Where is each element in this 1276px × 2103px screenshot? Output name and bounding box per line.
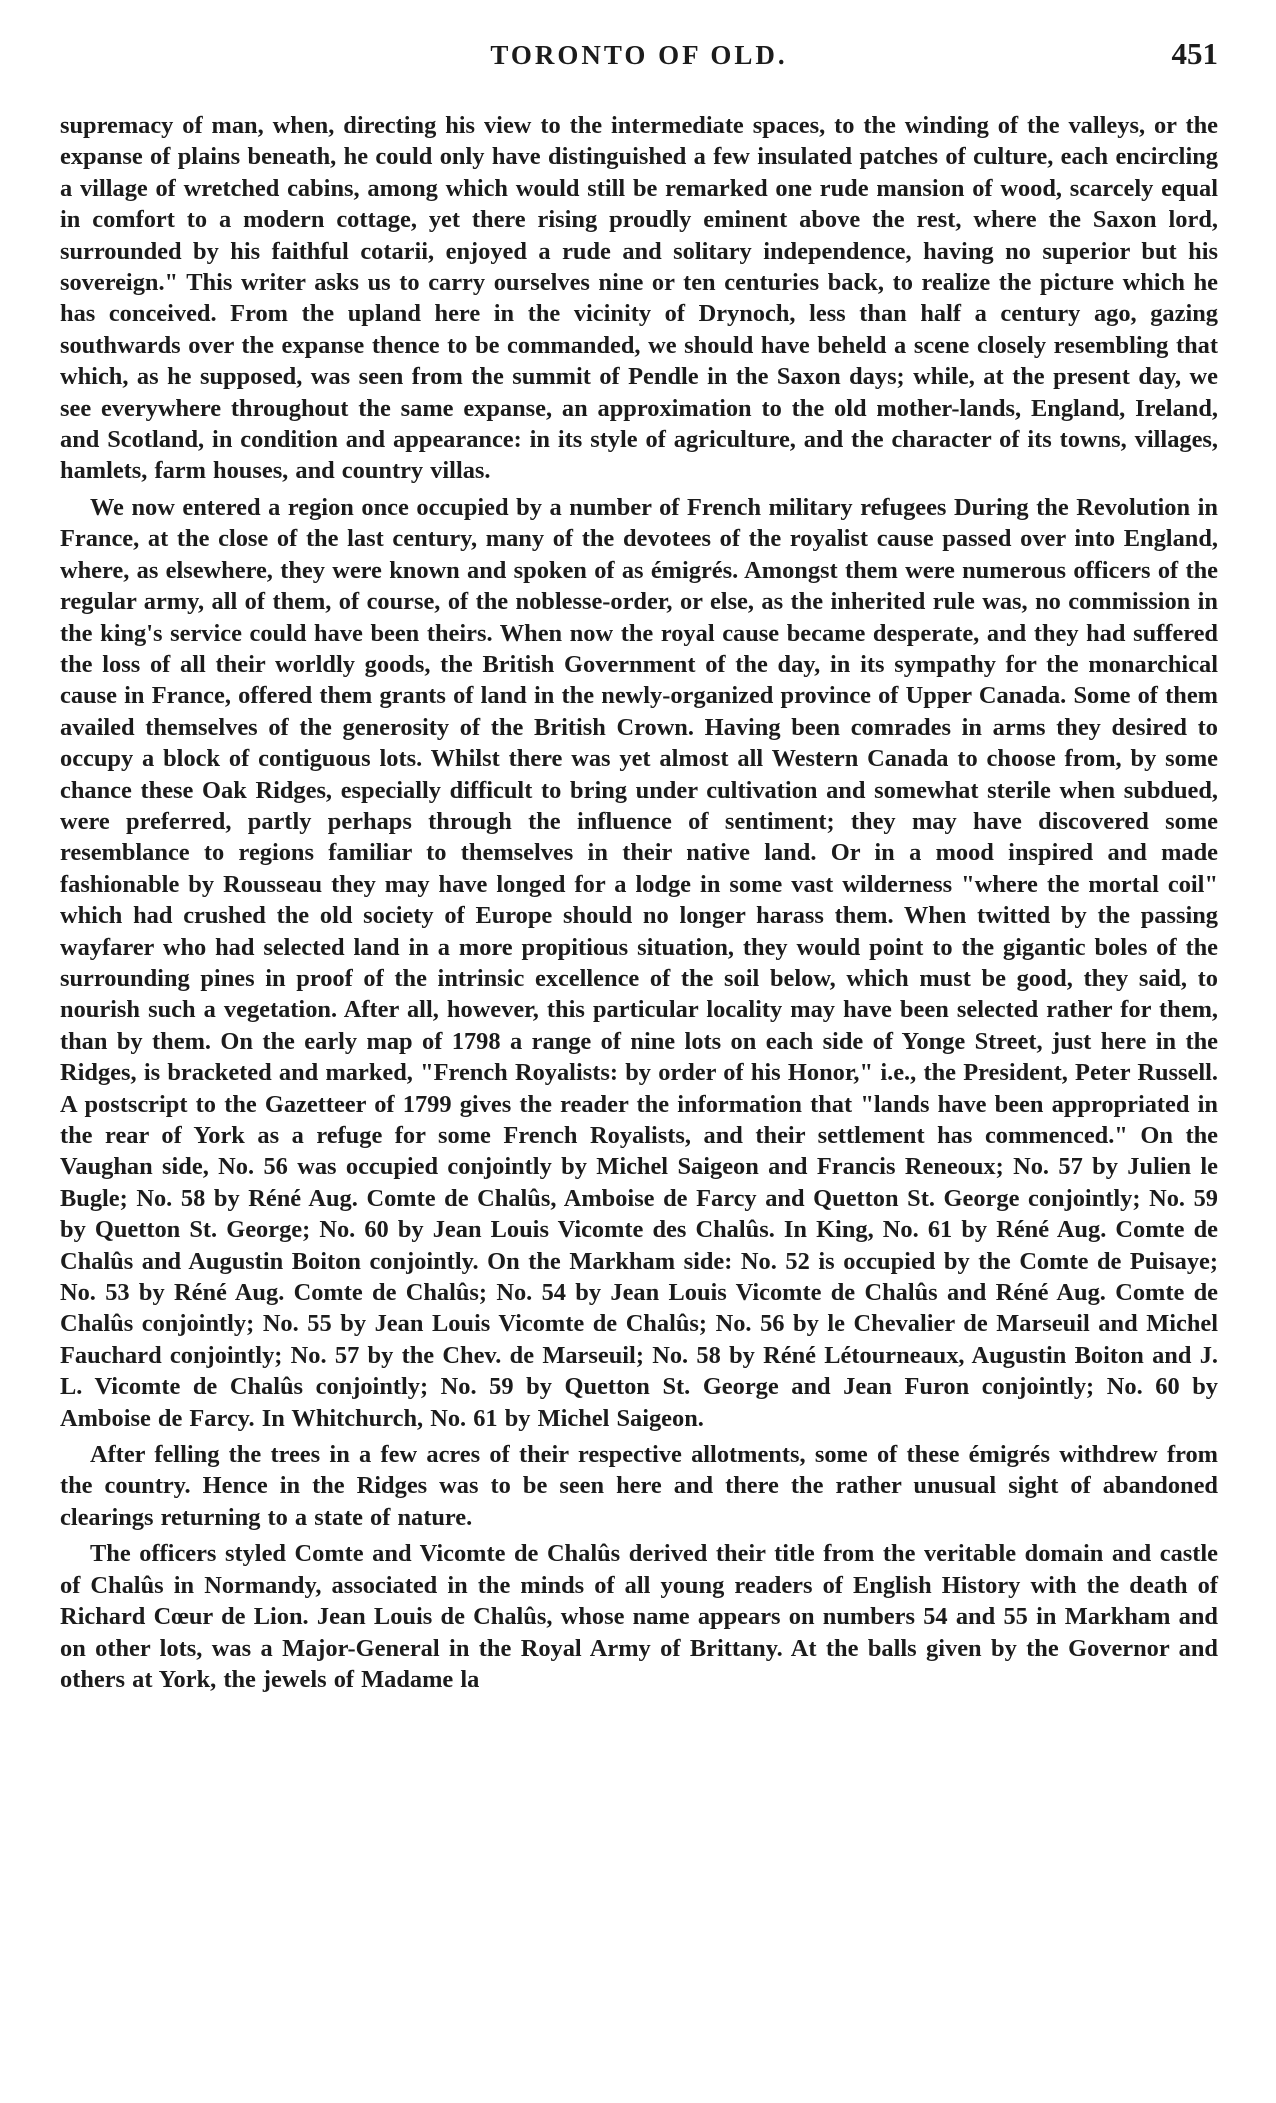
- paragraph-chalus: The officers styled Comte and Vicomte de Chalûs derived their title from the veritable domain and castle of Chalûs in Normandy, associated in the minds of all young readers of English History with the death of Richard Cœur de Lion. Jean Louis de Chalûs, whose name appears on numbers 54 and 55 in Markham and on other lots, was a Major-General in the Royal Army of Brittany. At the balls given by the Governor and others at York, the jewels of Madame la: [60, 1540, 1218, 1693]
- running-title: TORONTO OF OLD.: [490, 40, 788, 70]
- paragraph-continued: supremacy of man, when, directing his view to the intermediate spaces, to the winding of the valleys, or the expanse of plains beneath, he could only have distinguished a few insulated patches of culture, each encircling a village of wretched cabins, among which would still be remarked one rude mansion of wood, scarcely equal in comfort to a modern cottage, yet there rising proudly eminent above the rest, where the Saxon lord, surrounded by his faithful cotarii, enjoyed a rude and solitary independence, having no superior but his sovereign." This writer asks us to carry ourselves nine or ten centuries back, to realize the picture which he has conceived. From the upland here in the vicinity of Drynoch, less than half a century ago, gazing southwards over the expanse thence to be commanded, we should have beheld a scene closely resembling that which, as he supposed, was seen from the summit of Pendle in the Saxon days; while, at the present day, we see everywhere throughout the same expanse, an approximation to the old mother-lands, England, Ireland, and Scotland, in condition and appearance: in its style of agriculture, and the character of its towns, villages, hamlets, farm houses, and country villas.: [60, 112, 1218, 485]
- paragraph-abandoned-clearings: After felling the trees in a few acres of their respective allotments, some of these émigrés withdrew from the country. Hence in the Ridges was to be seen here and there the rather unusual sight of abandoned clearings returning to a state of nature.: [60, 1441, 1218, 1531]
- body-text: [60, 110, 1218, 1695]
- page-number: 451: [1171, 36, 1218, 71]
- paragraph-french-refugees: We now entered a region once occupied by a number of French military refugees During the Revolution in France, at the close of the last century, many of the devotees of the royalist cause passed over into England, where, as elsewhere, they were known and spoken of as émigrés. Amongst them were numerous officers of the regular army, all of them, of course, of the noblesse-order, or else, as the inherited rule was, no commission in the king's service could have been theirs. When now the royal cause became desperate, and they had suffered the loss of all their worldly goods, the British Government of the day, in its sympathy for the monarchical cause in France, offered them grants of land in the newly-organized province of Upper Canada. Some of them availed themselves of the generosity of the British Crown. Having been comrades in arms they desired to occupy a block of contiguous lots. Whilst there was yet almost all Western Canada to choose from, by some chance these Oak Ridges, especially difficult to bring under cultivation and somewhat sterile when subdued, were preferred, partly perhaps through the influence of sentiment; they may have discovered some resemblance to regions familiar to themselves in their native land. Or in a mood inspired and made fashionable by Rousseau they may have longed for a lodge in some vast wilderness "where the mortal coil" which had crushed the old society of Europe should no longer harass them. When twitted by the passing wayfarer who had selected land in a more propitious situation, they would point to the gigantic boles of the surrounding pines in proof of the intrinsic excellence of the soil below, which must be good, they said, to nourish such a vegetation. After all, however, this particular locality may have been selected rather for them, than by them. On the early map of 1798 a range of nine lots on each side of Yonge Street, just here in the Ridges, is bracketed and marked, "French Royalists: by order of his Honor," i.e., the President, Peter Russell. A postscript to the Gazetteer of 1799 gives the reader the information that "lands have been appropriated in the rear of York as a refuge for some French Royalists, and their settlement has commenced." On the Vaughan side, No. 56 was occupied conjointly by Michel Saigeon and Francis Reneoux; No. 57 by Julien le Bugle; No. 58 by Réné Aug. Comte de Chalûs, Amboise de Farcy and Quetton St. George conjointly; No. 59 by Quetton St. George; No. 60 by Jean Louis Vicomte des Chalûs. In King, No. 61 by Réné Aug. Comte de Chalûs and Augustin Boiton conjointly. On the Markham side: No. 52 is occupied by the Comte de Puisaye; No. 53 by Réné Aug. Comte de Chalûs; No. 54 by Jean Louis Vicomte de Chalûs and Réné Aug. Comte de Chalûs conjointly; No. 55 by Jean Louis Vicomte de Chalûs; No. 56 by le Chevalier de Marseuil and Michel Fauchard conjointly; No. 57 by the Chev. de Marseuil; No. 58 by Réné Létourneaux, Augustin Boiton and J. L. Vicomte de Chalûs conjointly; No. 59 by Quetton St. George and Jean Furon conjointly; No. 60 by Amboise de Farcy. In Whitchurch, No. 61 by Michel Saigeon.: [60, 493, 1218, 1432]
- book-page: [60, 36, 1218, 1700]
- running-head: [60, 36, 1218, 82]
